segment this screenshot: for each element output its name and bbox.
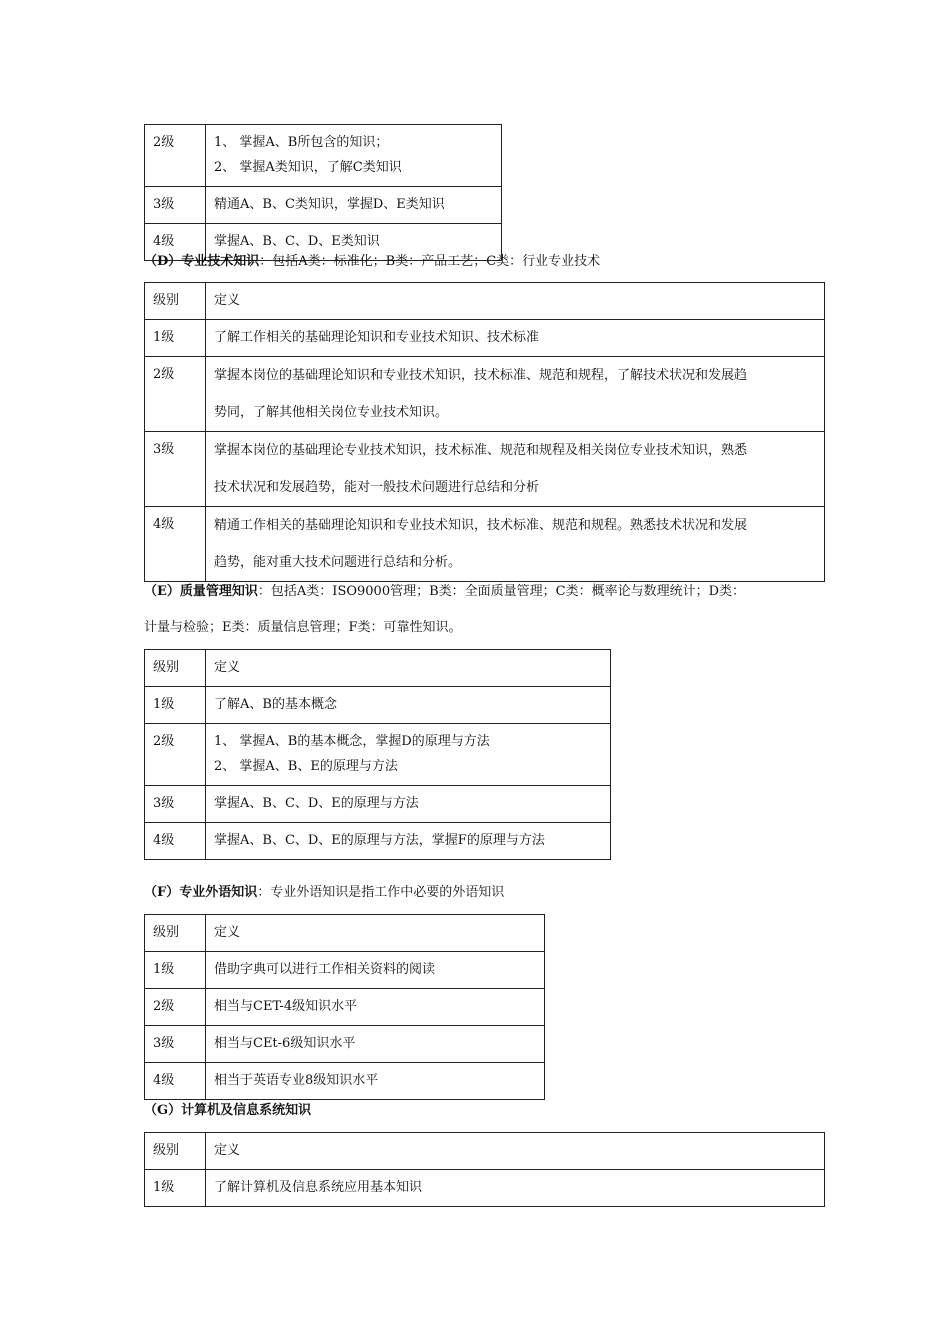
- definition-line: 2、 掌握A类知识，了解C类知识: [214, 160, 402, 175]
- header-definition: 定义: [206, 283, 825, 320]
- section-f-title: （F）专业外语知识: [144, 885, 258, 900]
- table-row: [145, 1170, 825, 1207]
- table-c-tail: [144, 124, 502, 261]
- section-e-desc-2: 计量与检验；E类：质量信息管理；F类：可靠性知识。: [144, 620, 462, 635]
- section-f-heading: [144, 884, 504, 902]
- table-row: [145, 320, 825, 357]
- header-level: 级别: [145, 283, 206, 320]
- table-f: [144, 914, 545, 1100]
- definition-cell: 了解计算机及信息系统应用基本知识: [206, 1170, 825, 1207]
- definition-line: 精通工作相关的基础理论知识和专业技术知识，技术标准、规范和规程。熟悉技术状况和发展: [214, 518, 748, 533]
- definition-line: 趋势，能对重大技术问题进行总结和分析。: [214, 555, 462, 570]
- level-cell: 1级: [145, 687, 206, 724]
- definition-cell: 掌握A、B、C、D、E的原理与方法: [206, 786, 611, 823]
- definition-cell: [206, 357, 825, 432]
- level-cell: 1级: [145, 952, 206, 989]
- section-e-heading: [144, 574, 824, 646]
- definition-cell: [206, 724, 611, 786]
- section-e-desc-1: ：包括A类：ISO9000管理；B类：全面质量管理；C类：概率论与数理统计；D类：: [257, 584, 746, 599]
- definition-cell: 借助字典可以进行工作相关资料的阅读: [206, 952, 545, 989]
- table-d: [144, 282, 825, 582]
- table-row: [145, 724, 611, 786]
- definition-line: 掌握本岗位的基础理论专业技术知识，技术标准、规范和规程及相关岗位专业技术知识，熟悉: [214, 443, 748, 458]
- definition-line: 掌握本岗位的基础理论知识和专业技术知识，技术标准、规范和规程，了解技术状况和发展趋: [214, 368, 748, 383]
- table-row: [145, 952, 545, 989]
- header-level: 级别: [145, 650, 206, 687]
- table-row: [145, 1063, 545, 1100]
- level-cell: 2级: [145, 724, 206, 786]
- definition-cell: 了解A、B的基本概念: [206, 687, 611, 724]
- table-row: [145, 1026, 545, 1063]
- definition-cell: 相当与CET-4级知识水平: [206, 989, 545, 1026]
- table-row: [145, 823, 611, 860]
- table-header-row: [145, 915, 545, 952]
- definition-cell: 精通A、B、C类知识，掌握D、E类知识: [206, 187, 502, 224]
- table-row: [145, 786, 611, 823]
- level-cell: 3级: [145, 786, 206, 823]
- definition-cell: [206, 125, 502, 187]
- header-definition: 定义: [206, 915, 545, 952]
- table-row: [145, 989, 545, 1026]
- table-header-row: [145, 283, 825, 320]
- level-cell: 1级: [145, 320, 206, 357]
- level-cell: 2级: [145, 989, 206, 1026]
- level-cell: 3级: [145, 432, 206, 507]
- header-level: 级别: [145, 915, 206, 952]
- table-header-row: [145, 1133, 825, 1170]
- table-row: [145, 432, 825, 507]
- table-row: [145, 507, 825, 582]
- header-definition: 定义: [206, 1133, 825, 1170]
- definition-line: 技术状况和发展趋势，能对一般技术问题进行总结和分析: [214, 480, 540, 495]
- section-g-title: （G）计算机及信息系统知识: [144, 1103, 312, 1118]
- table-e: [144, 649, 611, 860]
- level-cell: 1级: [145, 1170, 206, 1207]
- table-g: [144, 1132, 825, 1207]
- table-header-row: [145, 650, 611, 687]
- table-row: [145, 125, 502, 187]
- level-cell: 2级: [145, 357, 206, 432]
- definition-line: 1、 掌握A、B所包含的知识；: [214, 135, 389, 150]
- level-cell: 4级: [145, 1063, 206, 1100]
- section-f-desc: ：专业外语知识是指工作中必要的外语知识: [257, 885, 505, 900]
- section-d-desc: ：包括A类：标准化；B类：产品工艺；C类：行业专业技术: [259, 254, 601, 269]
- header-level: 级别: [145, 1133, 206, 1170]
- level-cell: 3级: [145, 1026, 206, 1063]
- definition-cell: 相当与CEt-6级知识水平: [206, 1026, 545, 1063]
- definition-cell: [206, 432, 825, 507]
- table-row: [145, 687, 611, 724]
- table-row: [145, 357, 825, 432]
- section-d-heading: [144, 253, 600, 271]
- section-e-title: （E）质量管理知识: [144, 584, 258, 599]
- level-cell: 4级: [145, 823, 206, 860]
- level-cell: 4级: [145, 224, 206, 261]
- definition-line: 2、 掌握A、B、E的原理与方法: [214, 759, 398, 774]
- level-cell: 2级: [145, 125, 206, 187]
- definition-cell: 掌握A、B、C、D、E的原理与方法，掌握F的原理与方法: [206, 823, 611, 860]
- definition-cell: 掌握A、B、C、D、E类知识: [206, 224, 502, 261]
- section-d-title: （D）专业技术知识: [144, 254, 260, 269]
- definition-cell: [206, 507, 825, 582]
- table-row: [145, 187, 502, 224]
- section-g-heading: [144, 1102, 311, 1120]
- definition-line: 势同，了解其他相关岗位专业技术知识。: [214, 405, 449, 420]
- definition-cell: 相当于英语专业8级知识水平: [206, 1063, 545, 1100]
- definition-cell: 了解工作相关的基础理论知识和专业技术知识、技术标准: [206, 320, 825, 357]
- level-cell: 3级: [145, 187, 206, 224]
- header-definition: 定义: [206, 650, 611, 687]
- definition-line: 1、 掌握A、B的基本概念，掌握D的原理与方法: [214, 734, 490, 749]
- level-cell: 4级: [145, 507, 206, 582]
